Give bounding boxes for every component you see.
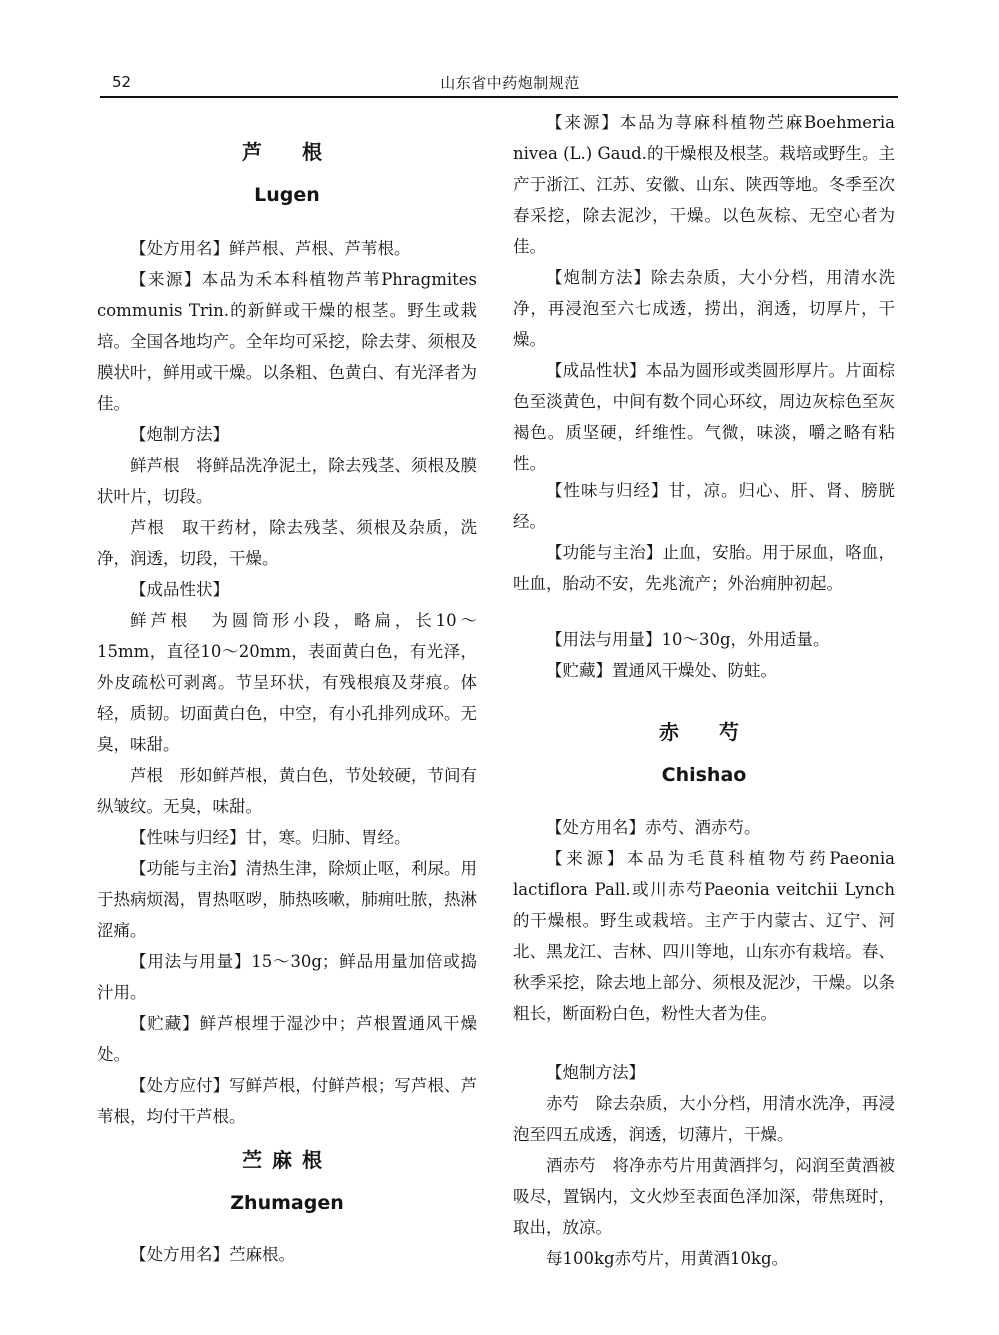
section-title-lugen: 芦 根 — [242, 140, 332, 164]
paragraph: 【成品性状】本品为圆形或类圆形厚片。片面棕色至淡黄色，中间有数个同心环纹，周边灰棕色至灰褐色。质坚硬，纤维性。气微，味淡，嚼之略有粘性。 — [513, 361, 895, 473]
paragraph: 【性味与归经】甘，寒。归肺、胃经。 — [130, 828, 411, 847]
page-number: 52 — [112, 73, 132, 91]
paragraph: 【贮藏】鲜芦根埋于湿沙中；芦根置通风干燥处。 — [97, 1014, 477, 1064]
paragraph: 芦根 形如鲜芦根，黄白色，节处较硬，节间有纵皱纹。无臭，味甜。 — [97, 766, 477, 816]
section-pinyin-lugen: Lugen — [254, 184, 320, 206]
paragraph: 【来源】本品为禾本科植物芦苇Phragmites communis Trin.的新鲜或干燥的根茎。野生或栽培。全国各地均产。全年均可采挖，除去芽、须根及膜状叶，鲜用或干燥。以条粗、色黄白、有光泽者为佳。 — [97, 270, 477, 413]
paragraph: 鲜芦根 为圆筒形小段，略扁，长10～15mm，直径10～20mm，表面黄白色，有光泽，外皮疏松可剥离。节呈环状，有残根痕及芽痕。体轻，质韧。切面黄白色，中空，有小孔排列成环。无臭，味甜。 — [97, 611, 477, 754]
header-rule — [100, 96, 898, 98]
paragraph: 【功能与主治】止血，安胎。用于尿血，咯血，吐血，胎动不安，先兆流产；外治痈肿初起。 — [513, 543, 895, 593]
paragraph: 【炮制方法】除去杂质，大小分档，用清水洗净，再浸泡至六七成透，捞出，润透，切厚片，干燥。 — [513, 268, 895, 349]
paragraph: 【来源】本品为毛茛科植物芍药Paeonia lactiflora Pall.或川赤芍Paeonia veitchii Lynch的干燥根。野生或栽培。主产于内蒙古、辽宁、河北、黑龙江、吉林、四川等地，山东亦有栽培。春、秋季采挖，除去地上部分、须根及泥沙，干燥。以条粗长，断面粉白色，粉性大者为佳。 — [513, 849, 895, 1023]
paragraph: 【处方用名】鲜芦根、芦根、芦苇根。 — [130, 239, 411, 258]
running-title: 山东省中药炮制规范 — [440, 74, 580, 92]
paragraph: 【成品性状】 — [130, 580, 229, 599]
paragraph: 【炮制方法】 — [546, 1063, 645, 1082]
paragraph: 赤芍 除去杂质，大小分档，用清水洗净，再浸泡至四五成透，润透，切薄片，干燥。 — [513, 1094, 895, 1144]
paragraph: 每100kg赤芍片，用黄酒10kg。 — [546, 1249, 789, 1268]
section-pinyin-zhumagen: Zhumagen — [230, 1192, 344, 1214]
paragraph: 芦根 取干药材，除去残茎、须根及杂质，洗净，润透，切段，干燥。 — [97, 518, 477, 568]
paragraph: 【处方用名】苎麻根。 — [130, 1245, 295, 1264]
paragraph: 【贮藏】置通风干燥处、防蛀。 — [546, 661, 777, 680]
section-title-zhumagen: 苎麻根 — [242, 1148, 332, 1172]
section-title-chishao: 赤 芍 — [659, 720, 749, 744]
paragraph: 【用法与用量】10～30g，外用适量。 — [546, 630, 830, 649]
paragraph: 酒赤芍 将净赤芍片用黄酒拌匀，闷润至黄酒被吸尽，置锅内，文火炒至表面色泽加深，带焦斑时，取出，放凉。 — [513, 1156, 895, 1237]
paragraph: 【处方应付】写鲜芦根，付鲜芦根；写芦根、芦苇根，均付干芦根。 — [97, 1076, 477, 1126]
paragraph: 【性味与归经】甘，凉。归心、肝、肾、膀胱经。 — [513, 481, 895, 531]
section-pinyin-chishao: Chishao — [661, 764, 747, 786]
paragraph: 【炮制方法】 — [130, 425, 229, 444]
paragraph: 【功能与主治】清热生津，除烦止呕，利尿。用于热病烦渴，胃热呕哕，肺热咳嗽，肺痈吐脓，热淋涩痛。 — [97, 859, 477, 940]
paragraph: 【来源】本品为荨麻科植物苎麻Boehmeria nivea (L.) Gaud.的干燥根及根茎。栽培或野生。主产于浙江、江苏、安徽、山东、陕西等地。冬季至次春采挖，除去泥沙，干燥。以色灰棕、无空心者为佳。 — [513, 113, 895, 256]
paragraph: 【处方用名】赤芍、酒赤芍。 — [546, 818, 761, 837]
paragraph: 【用法与用量】15～30g；鲜品用量加倍或捣汁用。 — [97, 952, 477, 1002]
paragraph: 鲜芦根 将鲜品洗净泥土，除去残茎、须根及膜状叶片，切段。 — [97, 456, 477, 506]
